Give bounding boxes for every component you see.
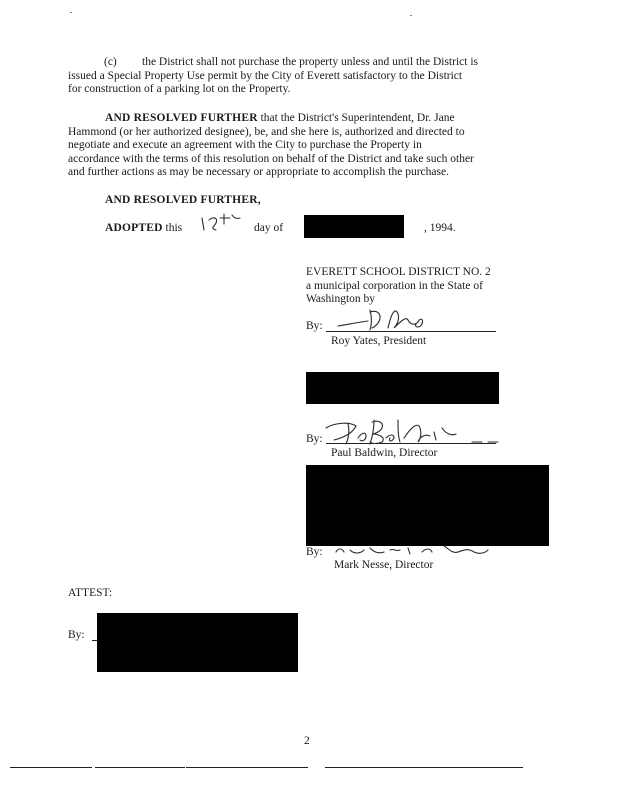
footer-rule [10,767,92,768]
signatory-name-director: Mark Nesse, Director [334,559,434,571]
district-name: EVERETT SCHOOL DISTRICT NO. 2 [306,266,491,278]
signature-by-label: By: [306,546,323,558]
scan-speck [70,12,72,13]
footer-rule [236,767,308,768]
page-number: 2 [304,735,310,747]
handwritten-signature-president [330,304,430,334]
resolved-further-paragraph [68,112,540,180]
resolved-further-text: that the District's Superintendent, Dr. Jane [257,112,455,124]
district-description: a municipal corporation in the State of [306,279,483,292]
clause-c-line: the District shall not purchase the property unless and until the District is [142,56,478,68]
attest-label: ATTEST: [68,587,113,599]
redacted-month [304,215,404,238]
clause-c-paragraph [68,56,540,97]
district-signature-block [306,266,536,307]
adopted-line [105,222,182,236]
adopted-label: ADOPTED [105,222,163,234]
handwritten-day-number [196,212,244,234]
footer-rule [325,767,523,768]
attest-by-label: By: [68,629,85,641]
resolved-further-heading-2: AND RESOLVED FURTHER, [105,194,261,206]
adopted-year: , 1994. [424,222,456,234]
redacted-signature-block [306,465,549,546]
resolved-further-text: and further actions as may be necessary or appropriate to accomplish the purchase. [68,166,449,178]
footer-rule [186,767,236,768]
adopted-this-word: this [165,222,183,234]
resolved-further-text: accordance with the terms of this resolution on behalf of the District and take such other [68,152,474,165]
signature-by-label: By: [306,433,323,445]
resolved-further-text: negotiate and execute an agreement with the City to purchase the Property in [68,139,422,151]
clause-c-line: issued a Special Property Use permit by the City of Everett satisfactory to the District [68,69,463,82]
signatory-name-president: Roy Yates, President [331,335,427,347]
signatory-name-director: Paul Baldwin, Director [331,447,438,459]
resolved-further-text: Hammond (or her authorized designee), be, and she here is, authorized and directed to [68,125,465,138]
scan-speck [410,15,412,16]
handwritten-signature-director [322,414,508,448]
footer-rule [95,767,185,768]
district-description: Washington by [306,293,376,305]
redacted-signature-block [306,372,499,404]
clause-c-marker: (c) [104,56,117,68]
resolved-further-heading: AND RESOLVED FURTHER [105,112,258,124]
adopted-day-of: day of [254,222,284,234]
clause-c-line: for construction of a parking lot on the Property. [68,83,291,95]
redacted-attest-signature [97,613,298,672]
signature-by-label: By: [306,320,323,332]
